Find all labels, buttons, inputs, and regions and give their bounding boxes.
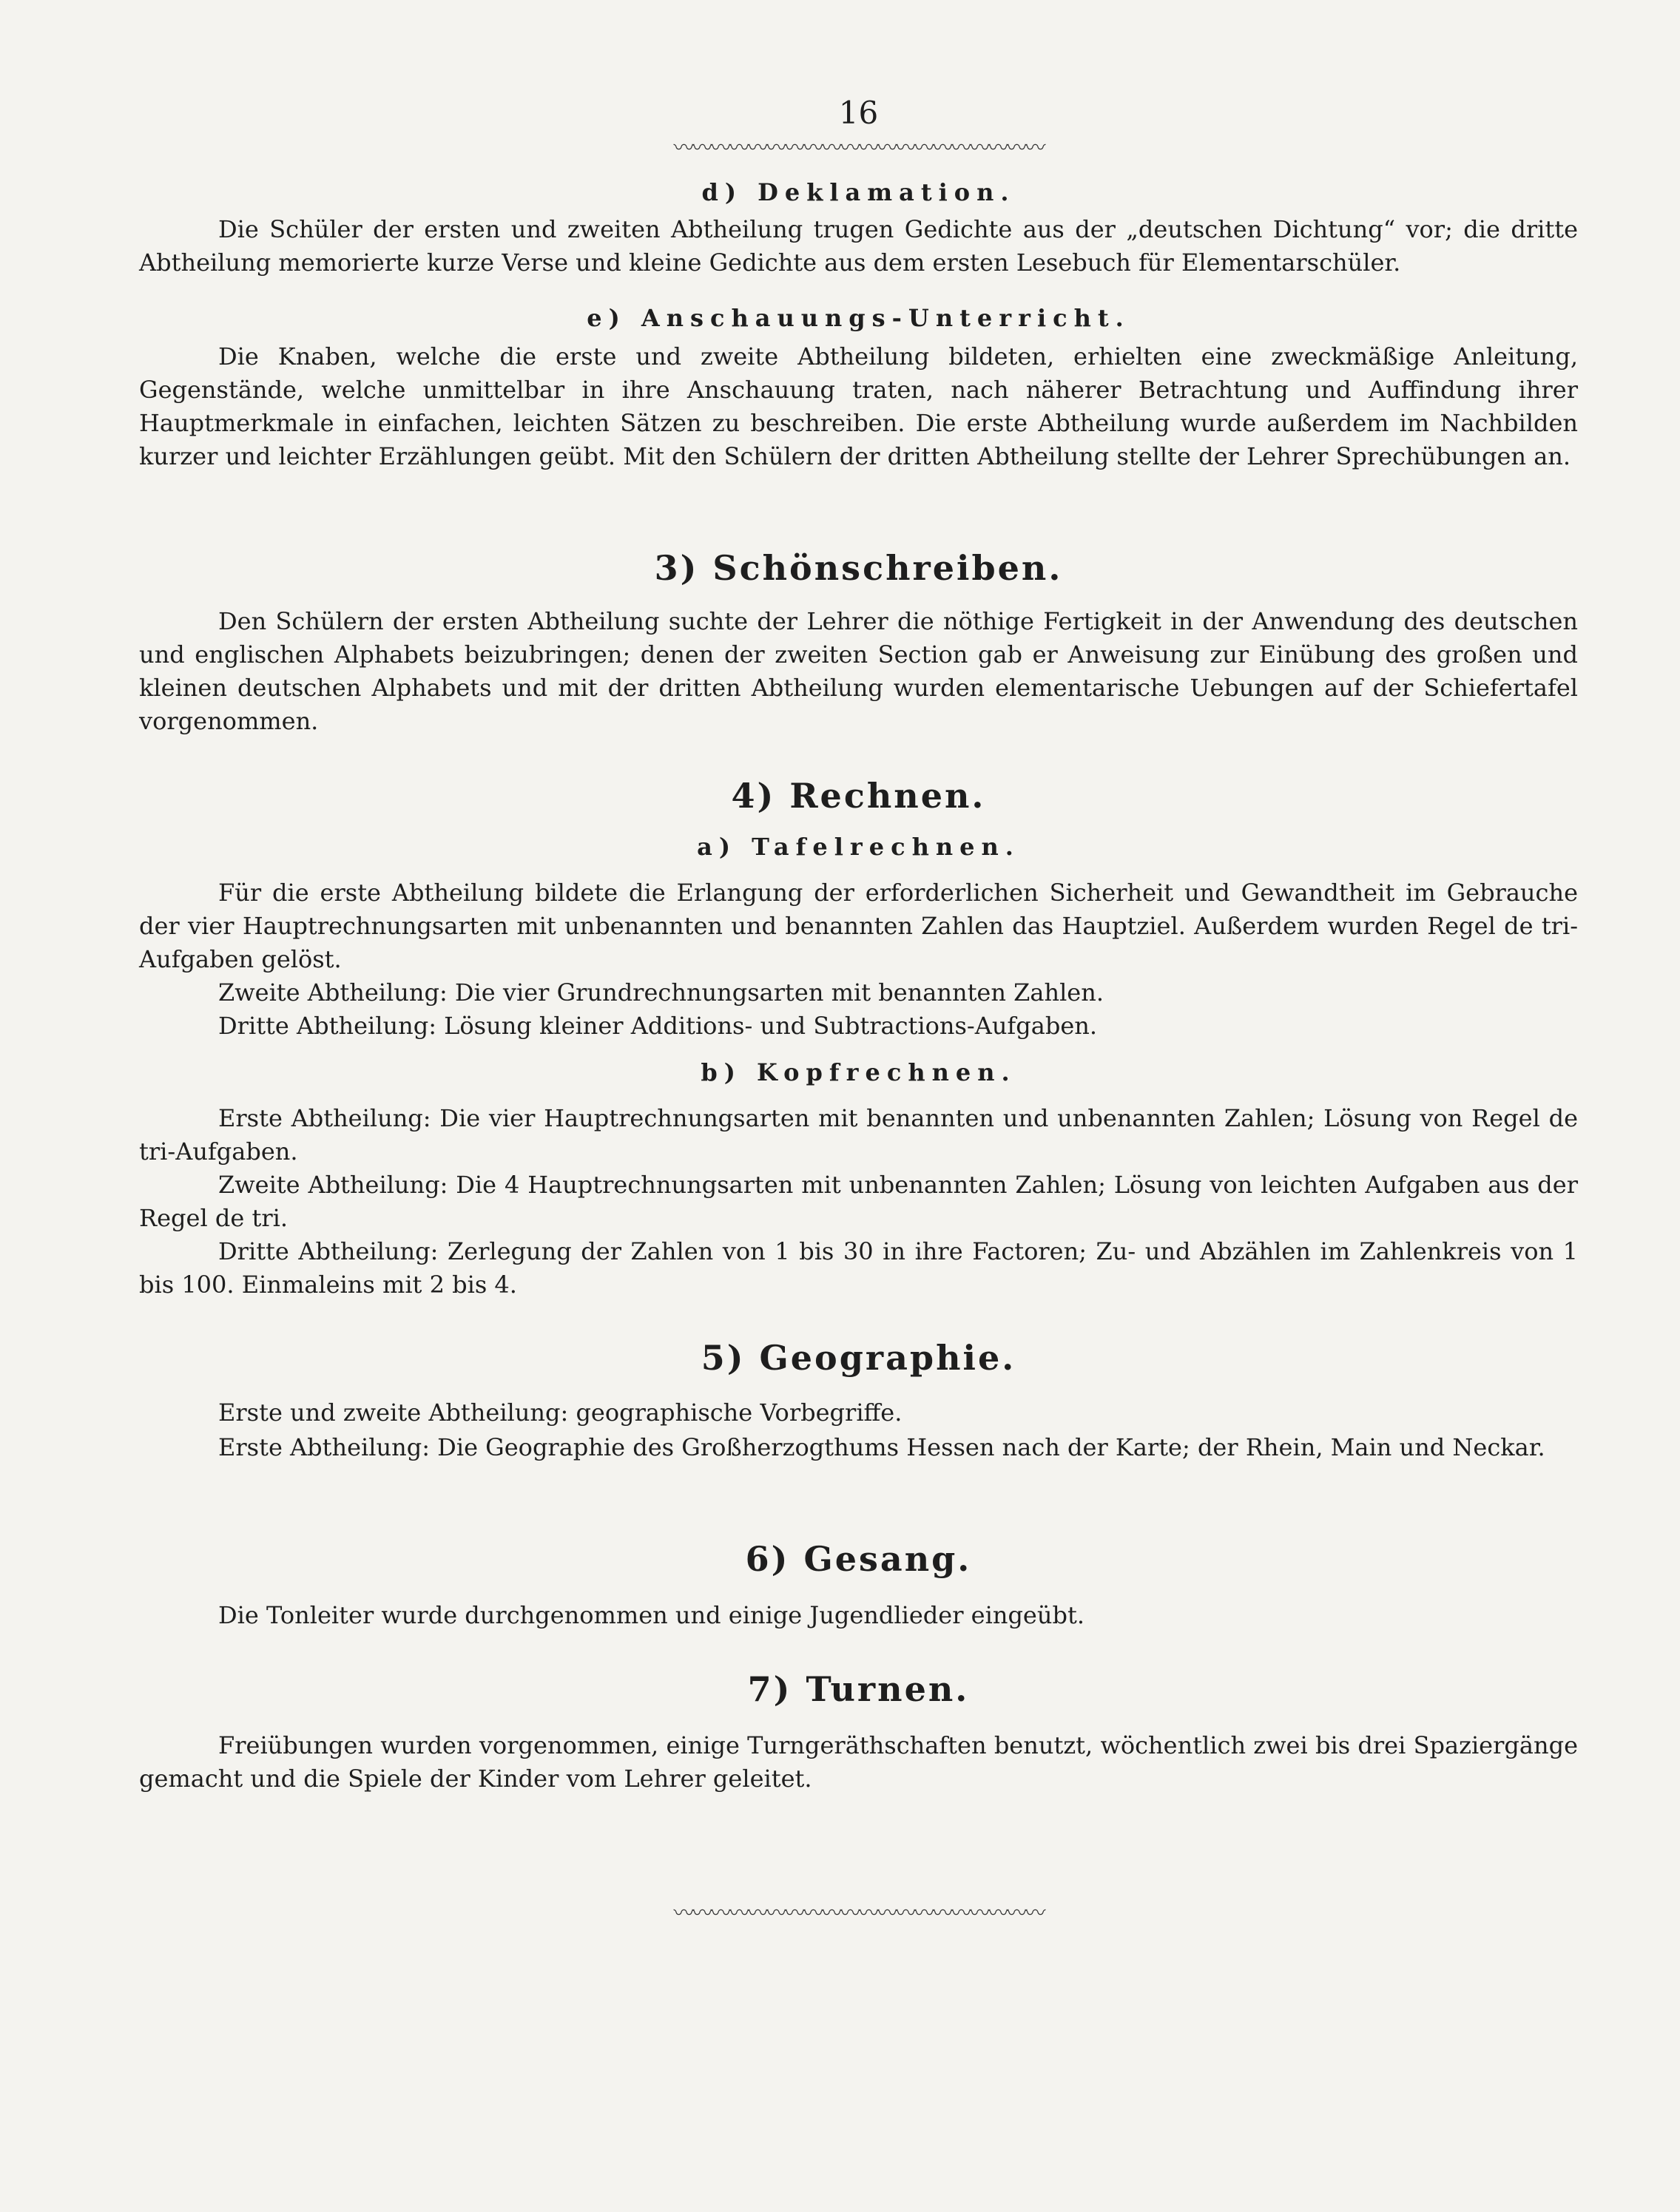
paragraph-tafelrechnen-zweite: Zweite Abtheilung: Die vier Grundrechnungsarten mit benannten Zahlen. xyxy=(218,978,1104,1007)
paragraph-tafelrechnen-dritte: Dritte Abtheilung: Lösung kleiner Additions- und Subtractions-Aufgaben. xyxy=(218,1012,1098,1040)
paragraph-geographie-hessen: Erste Abtheilung: Die Geographie des Großherzogthums Hessen nach der Karte; der Rhein, Main und Neckar. xyxy=(218,1433,1545,1461)
paragraph-gesang: Die Tonleiter wurde durchgenommen und einige Jugendlieder eingeübt. xyxy=(218,1601,1084,1629)
paragraph-anschauungs-unterricht: Die Knaben, welche die erste und zweite Abtheilung bildeten, erhielten eine zweckmäßige Anleitung, Gegenstände, welche unmittelbar in ihre Anschauung traten, nach näherer Betrachtung und Auffindung ihrer Hauptmerkmale in einfachen, leichten Sätzen zu beschreiben. Die erste Abtheilung wurde außerdem im Nachbilden kurzer und leichter Erzählungen geübt. Mit den Schülern der dritten Abtheilung stellte der Lehrer Sprechübungen an. xyxy=(139,342,1578,470)
heading-deklamation: d) Deklamation. xyxy=(701,178,1016,206)
heading-turnen: 7) Turnen. xyxy=(747,1669,970,1709)
heading-gesang: 6) Gesang. xyxy=(745,1539,972,1579)
paragraph-tafelrechnen: Für die erste Abtheilung bildete die Erlangung der erforderlichen Sicherheit und Gewandtheit im Gebrauche der vier Hauptrechnungsarten mit unbenannten und benannten Zahlen das Hauptziel. Außerdem wurden Regel de tri-Aufgaben gelöst. xyxy=(139,879,1578,973)
heading-geographie: 5) Geographie. xyxy=(701,1338,1016,1378)
paragraph-schoenschreiben: Den Schülern der ersten Abtheilung suchte der Lehrer die nöthige Fertigkeit in der Anwendung des deutschen und englischen Alphabets beizubringen; denen der zweiten Section gab er Anweisung zur Einübung des großen und kleinen deutschen Alphabets und mit der dritten Abtheilung wurden elementarische Uebungen auf der Schiefertafel vorgenommen. xyxy=(139,607,1578,735)
paragraph-kopfrechnen-zweite: Zweite Abtheilung: Die 4 Hauptrechnungsarten mit unbenannten Zahlen; Lösung von leichten Aufgaben aus der Regel de tri. xyxy=(139,1171,1578,1232)
page-number: 16 xyxy=(838,95,879,131)
heading-tafelrechnen: a) Tafelrechnen. xyxy=(697,833,1020,861)
heading-kopfrechnen: b) Kopfrechnen. xyxy=(701,1058,1016,1086)
document-page xyxy=(139,0,1578,2212)
heading-rechnen: 4) Rechnen. xyxy=(731,776,986,816)
paragraph-geographie-vorbegriffe: Erste und zweite Abtheilung: geographische Vorbegriffe. xyxy=(218,1398,903,1427)
bottom-ornament-rule: 〰〰〰〰〰〰〰〰〰〰〰〰〰〰〰〰〰〰〰〰 xyxy=(673,1901,1044,1925)
paragraph-kopfrechnen-dritte: Dritte Abtheilung: Zerlegung der Zahlen von 1 bis 30 in ihre Factoren; Zu- und Abzählen im Zahlenkreis von 1 bis 100. Einmaleins mit 2 bis 4. xyxy=(139,1237,1578,1299)
top-ornament-rule: 〰〰〰〰〰〰〰〰〰〰〰〰〰〰〰〰〰〰〰〰 xyxy=(673,135,1044,160)
paragraph-kopfrechnen-erste: Erste Abtheilung: Die vier Hauptrechnungsarten mit benannten und unbenannten Zahlen; Lösung von Regel de tri-Aufgaben. xyxy=(139,1104,1578,1166)
paragraph-deklamation: Die Schüler der ersten und zweiten Abtheilung trugen Gedichte aus der „deutschen Dichtung“ vor; die dritte Abtheilung memorierte kurze Verse und kleine Gedichte aus dem ersten Lesebuch für Elementarschüler. xyxy=(139,215,1578,277)
paragraph-turnen: Freiübungen wurden vorgenommen, einige Turngeräthschaften benutzt, wöchentlich zwei bis drei Spaziergänge gemacht und die Spiele der Kinder vom Lehrer geleitet. xyxy=(139,1731,1578,1793)
heading-anschauungs-unterricht: e) Anschauungs-Unterricht. xyxy=(587,304,1130,332)
heading-schoenschreiben: 3) Schönschreiben. xyxy=(654,548,1063,588)
